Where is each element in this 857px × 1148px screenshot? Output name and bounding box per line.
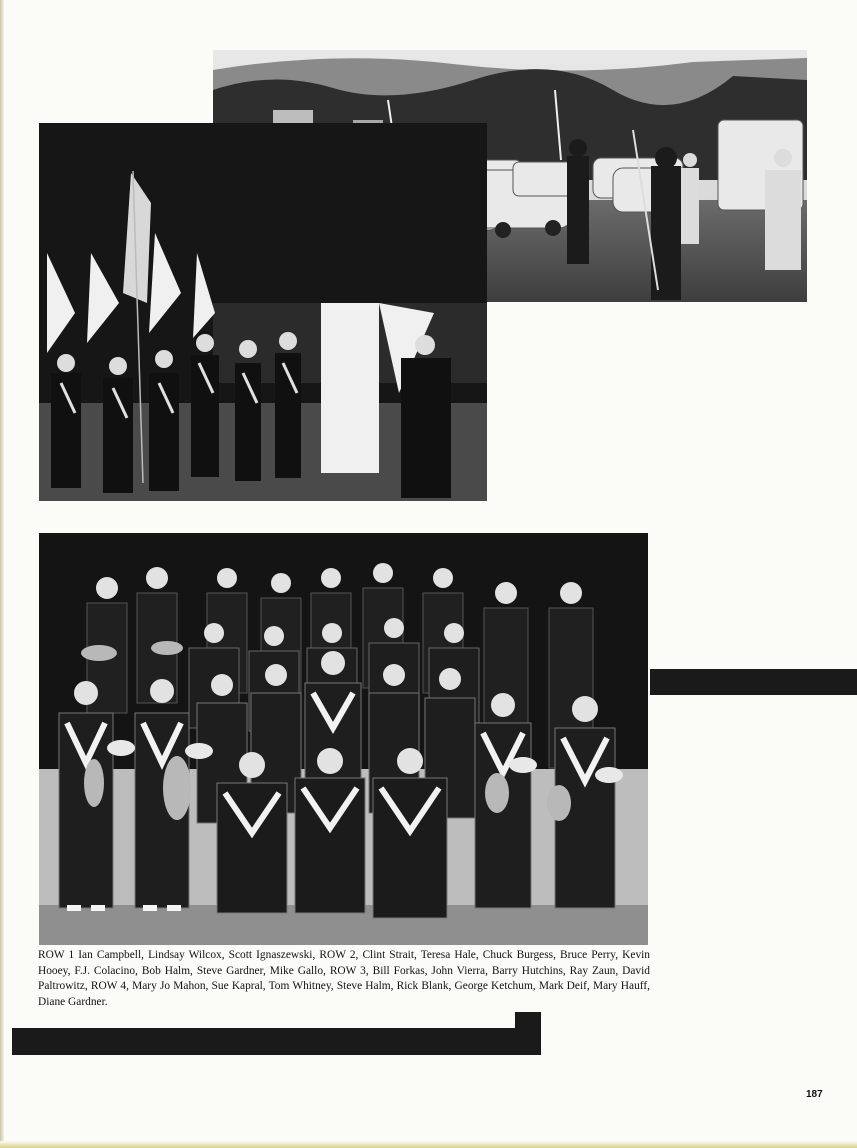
page-number: 187 (806, 1089, 823, 1100)
page-edge-bottom (0, 1141, 857, 1148)
bottom-bar-tab (515, 1012, 541, 1032)
band-group-photo (39, 533, 648, 945)
page-edge-left (0, 0, 4, 1148)
right-black-bar (650, 669, 857, 695)
bottom-black-bar (12, 1028, 541, 1055)
flag-line-field-photo (39, 123, 487, 501)
photo-caption: ROW 1 Ian Campbell, Lindsay Wilcox, Scott Ignaszewski, ROW 2, Clint Strait, Teresa Hale, Chuck Burgess, Bruce Perry, Kevin Hooey, F.J. Colacino, Bob Halm, Steve Gardner, Mike Gallo, ROW 3, Bill Forkas, John Vierra, Barry Hutchins, Ray Zaun, David Paltrowitz, ROW 4, Mary Jo Mahon, Sue Kapral, Tom Whitney, Steve Halm, Rick Blank, George Ketchum, Mark Deif, Mary Hauff, Diane Gardner. (38, 949, 650, 1008)
